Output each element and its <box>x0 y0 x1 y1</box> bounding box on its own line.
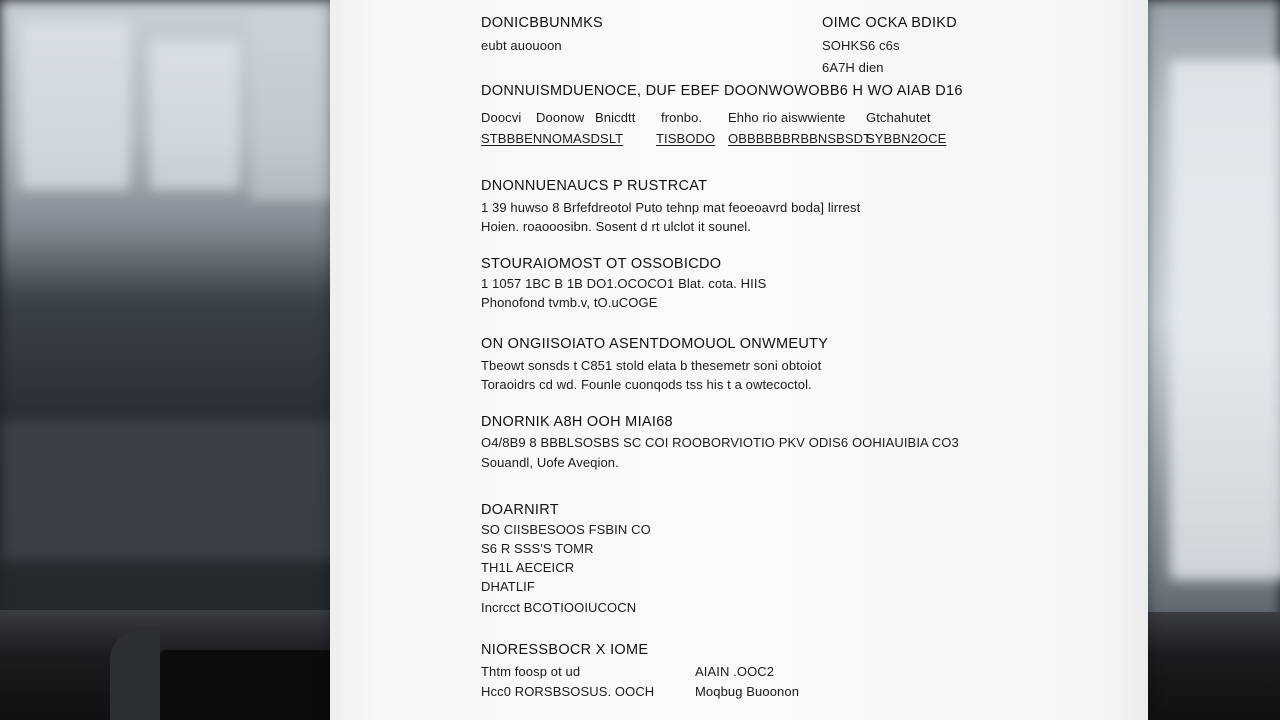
column-label: Gtchahutet <box>866 110 931 125</box>
column-label: fronbo. <box>661 110 703 125</box>
footer-left-line: Hcc0 RORSBSOSUS. OOCH <box>481 684 655 699</box>
header-left-title: DONICBBUNMKS <box>481 15 604 31</box>
section-heading: DNONNUENAUCS P RUSTRCAT <box>481 178 708 194</box>
header-left-subtitle: eubt auouoon <box>481 38 562 53</box>
paragraph-line: Phonofond tvmb.v, tO.uCOGE <box>481 295 658 310</box>
paragraph-line: Toraoidrs cd wd. Founle cuonqods tss his t a owtecoctol. <box>481 377 812 392</box>
printer-body-right <box>1135 612 1280 720</box>
column-value: TISBODO <box>656 131 716 146</box>
column-label: Doonow <box>536 110 585 125</box>
section-heading: ON ONGIISOIATO ASENTDOMOUOL ONWMEUTY <box>481 336 829 352</box>
section-heading: NIORESSBOCR X IOME <box>481 642 649 658</box>
section-heading: STOURAIOMOST OT OSSOBICDO <box>481 256 722 272</box>
list-line: S6 R SSS'S TOMR <box>481 541 594 556</box>
footer-right-line: Moqbug Buoonon <box>695 684 800 699</box>
window-light <box>20 20 130 190</box>
paragraph-line: 1 39 huwso 8 Brfefdreotol Puto tehnp mat feoeoavrd boda] lirrest <box>481 200 861 215</box>
paper-sheet <box>330 0 1148 720</box>
section-heading: DONNUISMDUENOCE, DUF EBEF DOONWOWOBB6 H WO AIAB D16 <box>481 83 963 99</box>
list-line: SO CIISBESOOS FSBIN CO <box>481 522 651 537</box>
list-line: TH1L AECEICR <box>481 560 575 575</box>
paragraph-line: Souandl, Uofe Aveqion. <box>481 455 619 470</box>
printer-body-left <box>0 610 345 720</box>
column-value: STBBBENNOMASDSLT <box>481 131 624 146</box>
window-light <box>250 10 340 200</box>
paragraph-line: Hoien. roaooosibn. Sosent d rt ulclot it sounel. <box>481 219 752 234</box>
column-label: Bnicdtt <box>595 110 636 125</box>
column-label: Ehho rio aiswwiente <box>728 110 846 125</box>
paragraph-line: O4/8B9 8 BBBLSOSBS SC COI ROOBORVIOTIO PKV ODIS6 OOHIAUIBIA CO3 <box>481 435 959 450</box>
printer-curve <box>110 630 160 720</box>
footer-left-line: Thtm foosp ot ud <box>481 664 581 679</box>
header-right-title: OIMC OCKA BDIKD <box>822 15 958 31</box>
section-heading: DNORNIK A8H OOH MIAI68 <box>481 414 673 430</box>
list-line: Incrcct BCOTIOOIUCOCN <box>481 600 637 615</box>
header-right-line: SOHKS6 c6s <box>822 38 900 53</box>
window-light <box>1170 60 1280 580</box>
column-label: Doocvi <box>481 110 522 125</box>
header-right-line: 6A7H dien <box>822 60 884 75</box>
printer-slot <box>160 650 345 720</box>
column-value: OBBBBBBRBBNSBSDT <box>728 131 872 146</box>
paragraph-line: Tbeowt sonsds t C851 stold elata b thesemetr soni obtoiot <box>481 358 822 373</box>
paragraph-line: 1 1057 1BC B 1B DO1.OCOCO1 Blat. cota. HIIS <box>481 276 767 291</box>
desk-shadow <box>0 420 340 560</box>
column-value: SYBBN2OCE <box>866 131 947 146</box>
section-heading: DOARNIRT <box>481 502 559 518</box>
footer-right-line: AIAIN .OOC2 <box>695 664 775 679</box>
list-line: DHATLIF <box>481 579 535 594</box>
window-light <box>150 40 240 190</box>
